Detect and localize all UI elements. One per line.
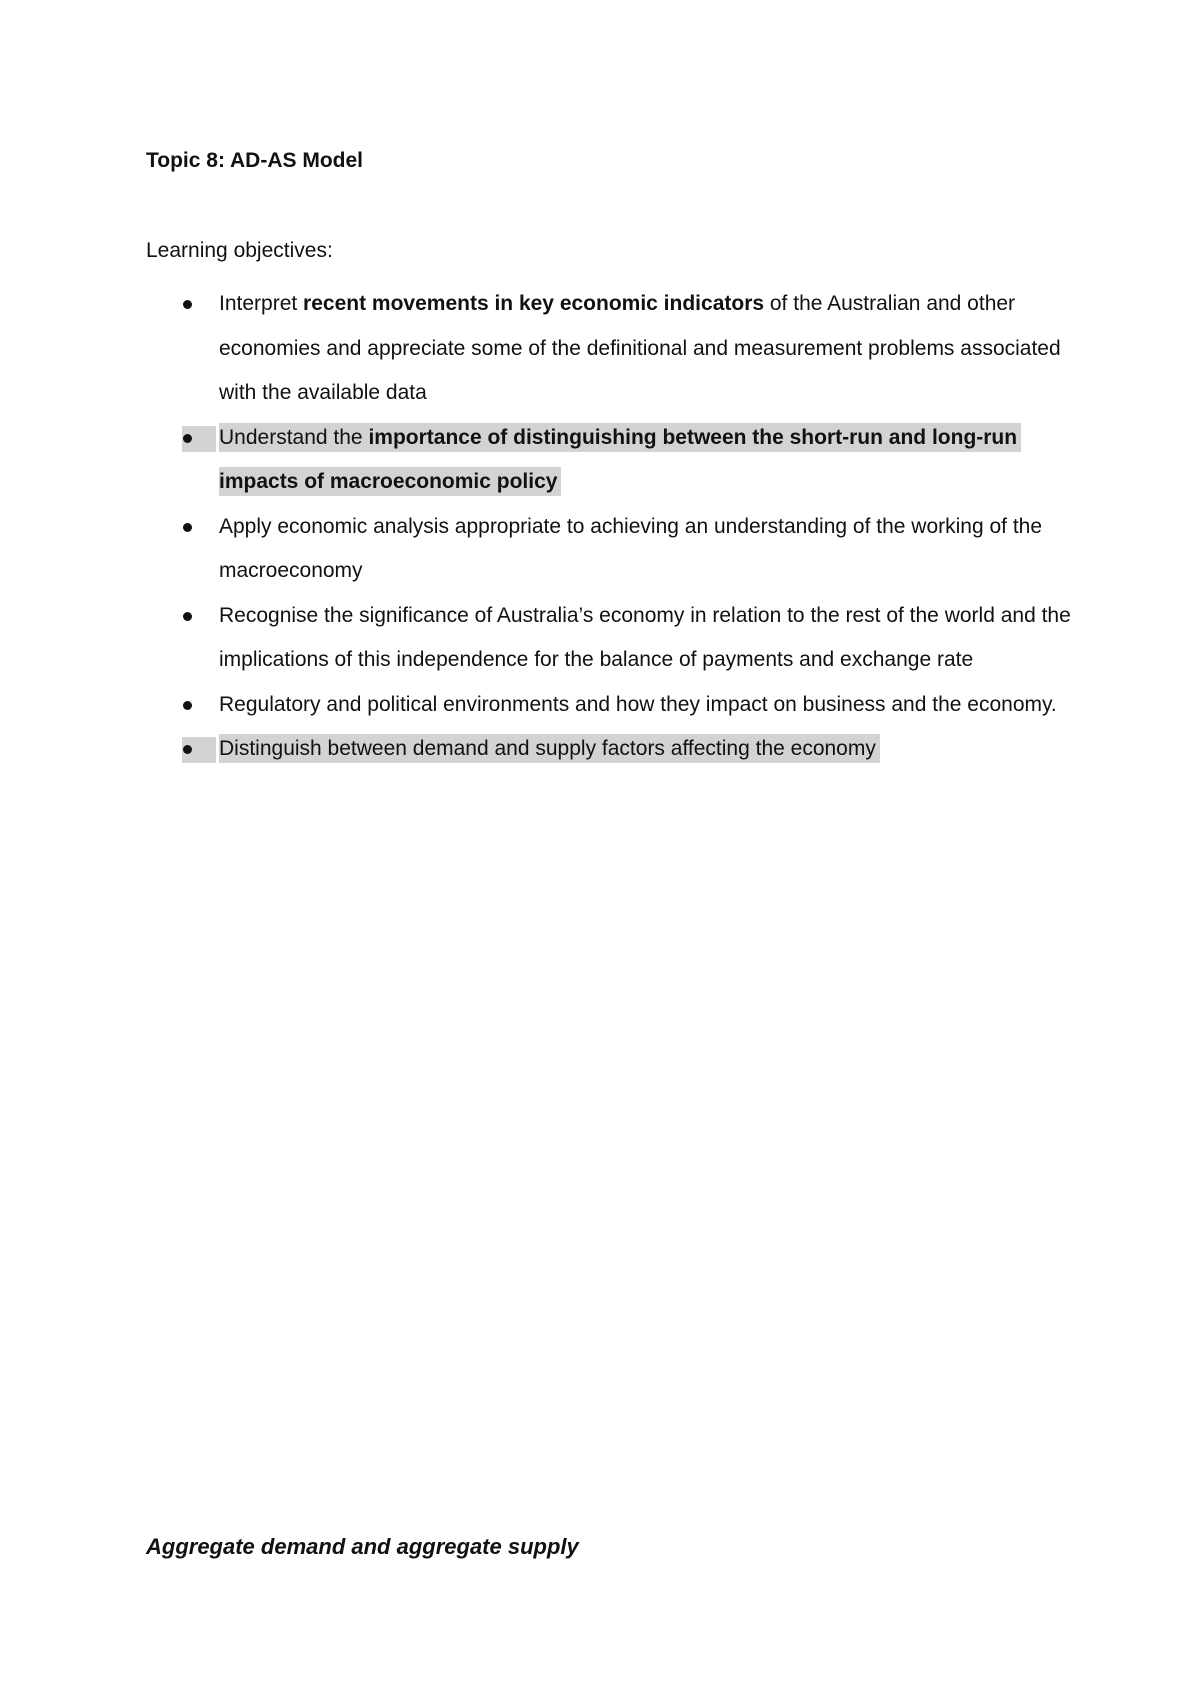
bullet-icon <box>183 612 192 621</box>
bullet-icon <box>183 745 192 754</box>
objective-item-highlighted <box>146 416 1095 505</box>
objective-text-pre: Distinguish between demand and supply factors affecting the economy <box>219 737 876 760</box>
objective-item <box>146 683 1095 728</box>
objective-text <box>219 604 1071 672</box>
objective-text <box>219 693 1057 716</box>
objective-text <box>219 515 1042 583</box>
objective-text-pre: Recognise the significance of Australia’s economy in relation to the rest of the world and the implications of this independence for the balance of payments and exchange rate <box>219 603 1071 671</box>
objective-item <box>146 594 1095 683</box>
objective-text <box>219 423 1021 497</box>
document-title: Topic 8: AD-AS Model <box>146 149 363 172</box>
objective-text-bold: importance of distinguishing between the short-run and long-run impacts of macroeconomic policy <box>219 425 1018 493</box>
objective-text-post: of the Australian and other economies and appreciate some of the definitional and measurement problems associated with the available data <box>219 292 1061 404</box>
bullet-icon <box>183 300 192 309</box>
bullet-icon <box>183 523 192 532</box>
objective-item-highlighted <box>146 727 1095 772</box>
learning-objectives-heading: Learning objectives: <box>146 239 333 262</box>
objective-text <box>219 734 880 763</box>
bullet-icon <box>183 701 192 710</box>
learning-objectives-list <box>146 282 1086 772</box>
objective-text-pre: Interpret <box>219 292 304 315</box>
objective-item <box>146 282 1095 416</box>
objective-text-pre: Apply economic analysis appropriate to achieving an understanding of the working of the macroeconomy <box>219 514 1043 582</box>
objective-item <box>146 505 1095 594</box>
objective-text-bold: recent movements in key economic indicators <box>303 292 765 315</box>
bullet-icon <box>183 434 192 443</box>
objective-text-pre: Regulatory and political environments and how they impact on business and the economy. <box>219 692 1057 716</box>
objective-text <box>219 292 1061 404</box>
objective-text-pre: Understand the <box>219 425 369 449</box>
section-heading: Aggregate demand and aggregate supply <box>146 1534 579 1559</box>
